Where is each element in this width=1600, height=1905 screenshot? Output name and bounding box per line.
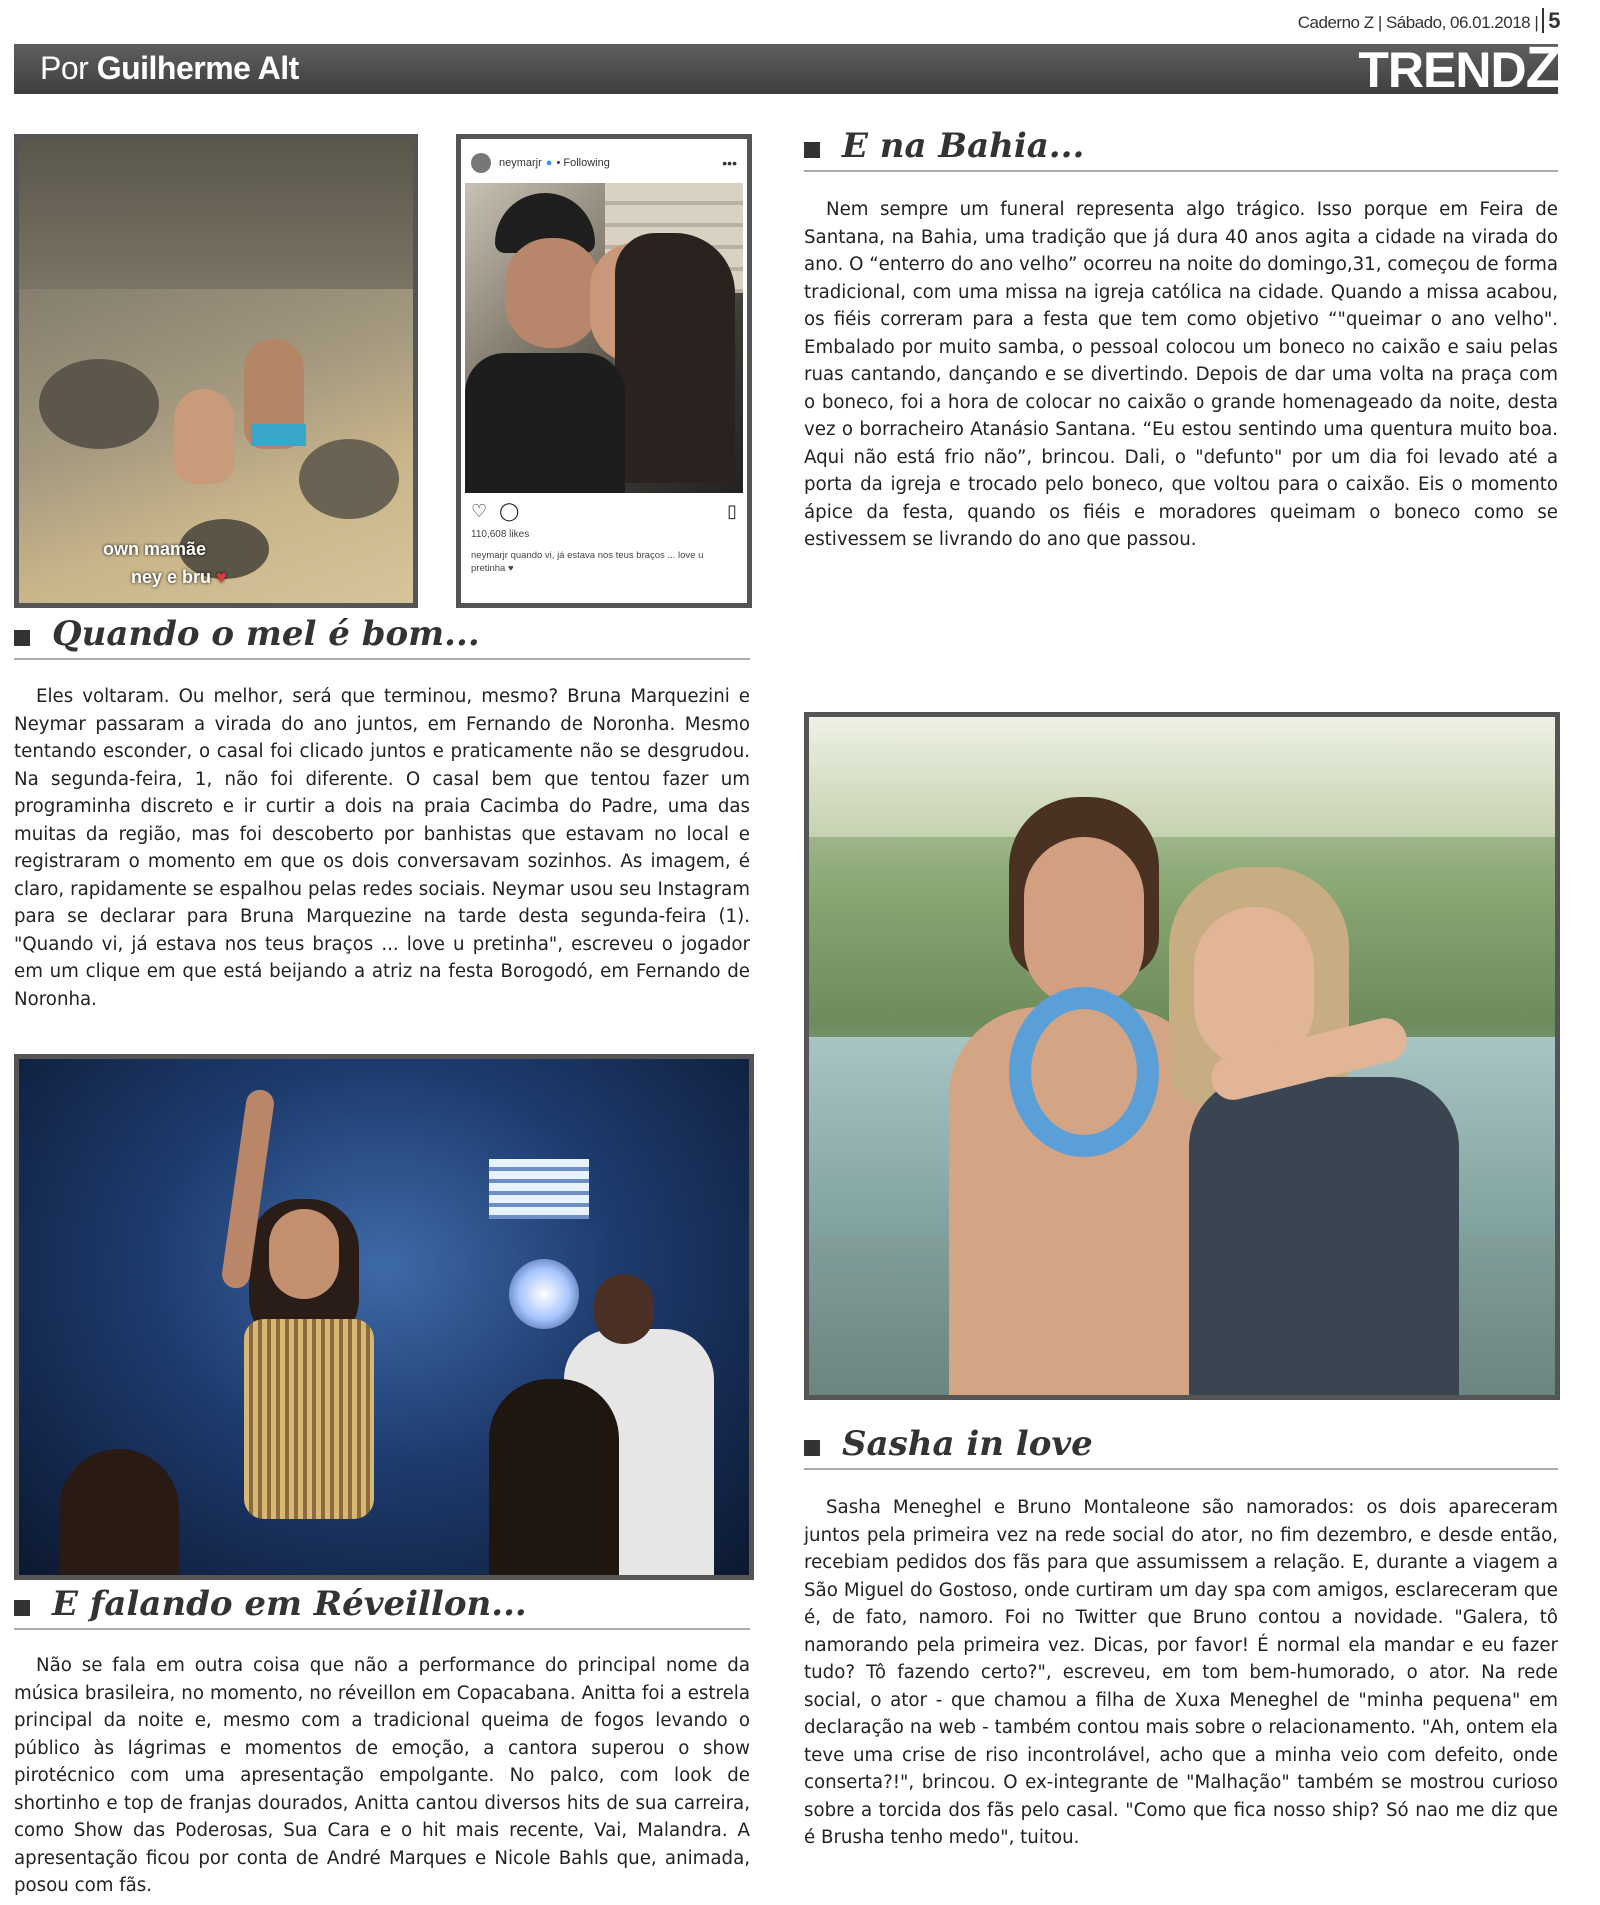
jacket-woman-shape [1189,1077,1459,1400]
beach-caption-text: ney e bru [131,567,212,587]
dancer-silhouette-shape [59,1449,179,1579]
beach-caption-1: own mamãe [103,539,207,559]
heading-bullet-icon [804,142,820,158]
hair-shape [615,233,735,483]
heart-icon: ♥ [216,567,227,587]
page-number: 5 [1542,8,1560,33]
article-body-sasha: Sasha Meneghel e Bruno Montaleone são namorados: os dois apareceram juntos pela primeira vez na rede social do ator, no fim dezembro, e desde então, recebiam pedidos dos fãs para que assumissem a relação. E, durante a viagem a São Miguel do Gostoso, onde curtiram um day spa com amigos, esclareceram que é, de fato, namoro. Foi no Twitter que Bruno contou a novidade. "Galera, tô namorando pela primeira vez. Dicas, por favor! É normal ela mandar e eu fazer tudo? Tô fazendo certo?", escreveu, em tom bem-humorado, o ator. Na rede social, o ator - que chamou a filha de Xuxa Meneghel de "minha pequena" em declaração na web - também contou mais sobre o relacionamento. "Ah, ontem ela teve uma crise de riso incontrolável, acho que a minha veio com defeito, onde conserta?!", brincou. O ex-integrante de "Malhação" também se mostrou curioso sobre a torcida dos fãs pelo casal. "Como que fica nosso ship? Só nao me diz que é Brusha tenho medo", tuitou. [804,1497,1558,1848]
heading-text: E falando em Réveillon... [52,1584,527,1624]
byline [40,50,299,87]
shirt-shape [465,353,625,493]
rock-shape [39,359,159,449]
verified-icon: ● [545,157,553,169]
photo-beach-couple [14,134,418,608]
flower-lei-shape [1009,987,1159,1157]
swim-shorts-shape [251,424,306,446]
instagram-caption: neymarjr quando vi, já estava nos teus braços ... love u pretinha ♥ [471,550,704,574]
section-heading-mel [14,614,750,660]
photo-couple [804,712,1560,1400]
brand-main: TREND [1358,42,1526,98]
more-icon: ••• [722,155,737,171]
face-singer-shape [269,1209,339,1299]
guitarist-head-shape [594,1274,654,1344]
face-man-shape [1024,837,1144,1007]
heading-bullet-icon [14,1600,30,1616]
instagram-header [471,153,737,173]
photo-instagram-post [456,134,752,608]
brand-z: Z [1525,35,1560,100]
folio-text: Caderno Z | Sábado, 06.01.2018 | [1297,13,1539,32]
heading-text: Sasha in love [842,1424,1093,1464]
spotlight-shape [509,1259,579,1329]
instagram-following: • Following [556,157,610,169]
heading-text: E na Bahia... [842,126,1085,166]
instagram-username: neymarjr [499,157,542,169]
person-woman-shape [174,389,234,484]
bookmark-icon: ▯ [727,501,737,522]
section-heading-sasha [804,1424,1558,1470]
rock-shape [299,439,399,519]
rock-cliff-shape [19,139,413,289]
comment-icon: ◯ [499,501,520,522]
heading-text: Quando o mel é bom... [52,614,480,654]
instagram-image [465,183,743,493]
face-man-shape [505,238,600,348]
byline-prefix: Por [40,50,89,86]
section-heading-bahia [804,126,1558,172]
stage-light-panel-shape [489,1159,589,1219]
instagram-likes: 110,608 likes [471,529,530,540]
section-brand-logo [1358,35,1560,100]
fringe-outfit-shape [244,1319,374,1519]
photo-stage-performance [14,1054,754,1580]
heading-bullet-icon [804,1440,820,1456]
section-heading-reveillon [14,1584,750,1630]
sky-shape [809,717,1555,837]
article-body-bahia: Nem sempre um funeral representa algo trágico. Isso porque em Feira de Santana, na Bahia, uma tradição que já dura 40 anos agita a cidade na virada do ano. O “enterro do ano velho” ocorreu na noite do domingo,31, começou de forma tradicional, com uma missa na igreja católica na cidade. Quando a missa acabou, os fiéis correram para a festa que tem como objetivo “"queimar o ano velho". Embalado por muito samba, o pessoal colocou um boneco no caixão e saiu pelas ruas cantando, dançando e se divertindo. Depois de dar uma volta na praça com o boneco, foi a hora de colocar no caixão o grande homenageado da noite, desta vez o borracheiro Atanásio Santana. “Eu estou sentindo uma quentura muito boa. Aqui não está frio não”, brincou. Dali, o "defunto" por um dia foi levado até a porta da igreja e trocado pelo boneco, que voltou para o caixão. Eis o momento ápice da festa, quando os fiéis e moradores queimam o boneco como se estivessem se livrando do ano que passou. [804,199,1558,550]
instagram-actions [471,501,737,522]
avatar [471,153,491,173]
dancer-silhouette-shape [489,1379,619,1579]
heart-icon: ♡ [471,501,488,522]
page-folio [1298,8,1560,34]
byline-name: Guilherme Alt [96,50,299,86]
heading-bullet-icon [14,630,30,646]
beach-caption-2 [131,567,227,588]
article-body-mel: Eles voltaram. Ou melhor, será que terminou, mesmo? Bruna Marquezini e Neymar passaram a virada do ano juntos, em Fernando de Noronha. Mesmo tentando esconder, o casal foi clicado juntos e praticamente não se desgrudou. Na segunda-feira, 1, não foi diferente. O casal bem que tentou fazer um programinha discreto e ir curtir a dois na praia Cacimba do Padre, uma das muitas da região, mas foi descoberto por banhistas que estavam no local e registraram o momento em que os dois conversavam sozinhos. As imagem, é claro, rapidamente se espalhou pelas redes sociais. Neymar usou seu Instagram para se declarar para Bruna Marquezine na tarde desta segunda-feira (1). "Quando vi, já estava nos teus braços ... love u pretinha", escreveu o jogador em um clique em que está beijando a atriz na festa Borogodó, em Fernando de Noronha. [14,686,750,1010]
article-body-reveillon: Não se fala em outra coisa que não a performance do principal nome da música brasileira, no momento, no réveillon em Copacabana. Anitta foi a estrela principal da noite e, mesmo com a tradicional queima de fogos levando o público às lágrimas e momentos de emoção, a cantora superou o show pirotécnico com uma apresentação empolgante. No palco, com look de shortinho e top de franjas dourados, Anitta cantou diversos hits de sua carreira, como Show das Poderosas, Sua Cara e o hit mais recente, Vai, Malandra. A apresentação ficou por conta de André Marques e Nicole Bahls que, animada, posou com fãs. [14,1655,750,1896]
